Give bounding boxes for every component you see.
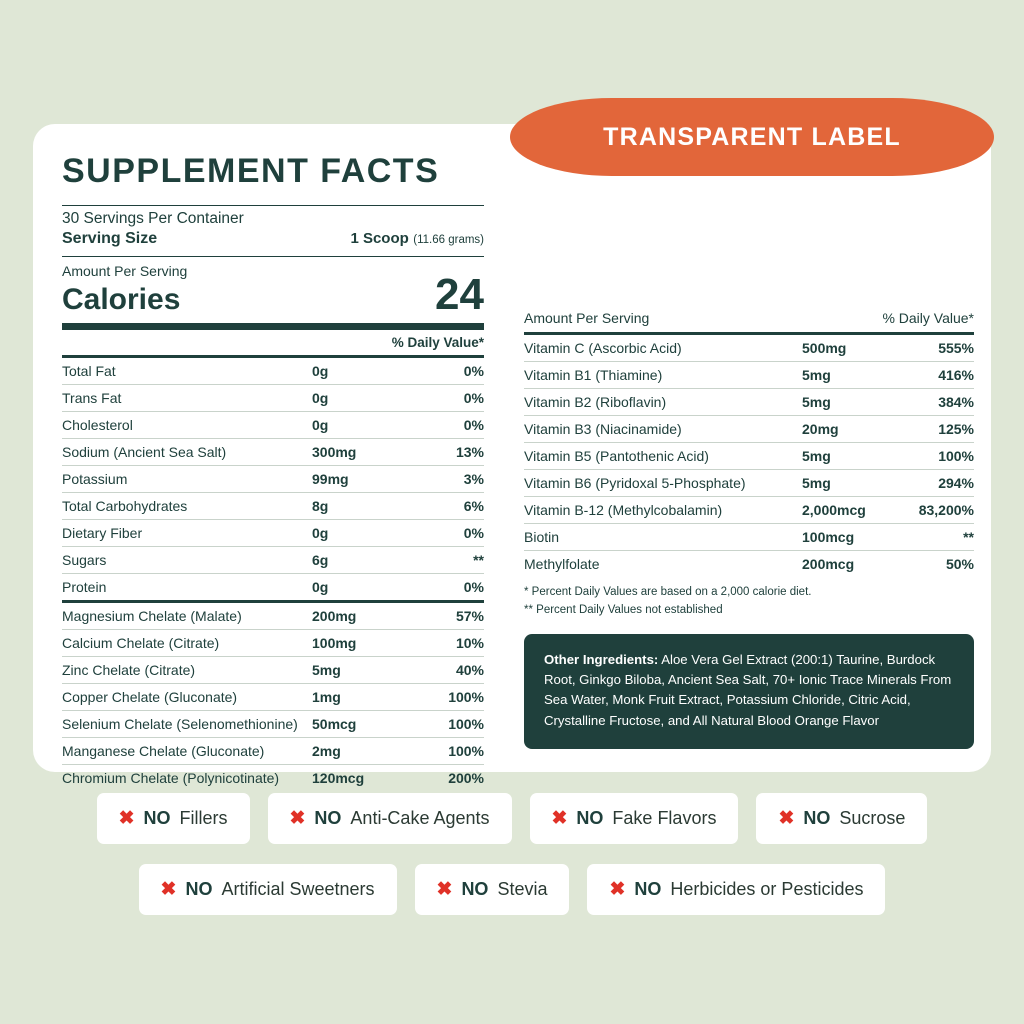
no-claim-chip: [268, 793, 512, 844]
row-name: Vitamin B6 (Pyridoxal 5-Phosphate): [524, 470, 802, 497]
row-amount: 0g: [312, 579, 329, 595]
row-amount: 5mg: [312, 657, 422, 684]
chip-no-word: NO: [803, 808, 831, 828]
table-row: [62, 711, 484, 738]
row-name: Selenium Chelate (Selenomethionine): [62, 711, 312, 738]
row-amount: 1mg: [312, 684, 422, 711]
row-dv: 40%: [422, 657, 484, 684]
row-dv: 6%: [422, 493, 484, 520]
vitamins-table: [524, 335, 974, 577]
row-amount: 0g: [312, 385, 422, 412]
footnote-not-established: ** Percent Daily Values not established: [524, 604, 723, 617]
row-name: Vitamin B3 (Niacinamide): [524, 416, 802, 443]
no-claims-row-1: [0, 793, 1024, 844]
row-name: Manganese Chelate (Gluconate): [62, 738, 312, 765]
row-amount: 5mg: [802, 470, 912, 497]
minerals-table: [62, 603, 484, 791]
row-name: Protein: [62, 579, 107, 595]
row-name: Zinc Chelate (Citrate): [62, 657, 312, 684]
chip-no-word: NO: [143, 808, 171, 828]
table-row: [62, 358, 484, 385]
x-icon: ✖: [609, 879, 626, 900]
row-name: Vitamin B-12 (Methylcobalamin): [524, 497, 802, 524]
row-name: Dietary Fiber: [62, 520, 312, 547]
table-row: [62, 412, 484, 439]
row-amount: 120mcg: [312, 770, 365, 786]
macros-tbody: [62, 358, 484, 600]
row-dv: 100%: [422, 711, 484, 738]
row-name: Vitamin B5 (Pantothenic Acid): [524, 443, 802, 470]
daily-value-header: % Daily Value*: [391, 335, 484, 350]
chip-label: Herbicides or Pesticides: [670, 879, 864, 899]
row-name: Magnesium Chelate (Malate): [62, 603, 312, 630]
row-dv: 100%: [422, 738, 484, 765]
servings-per-container: 30 Servings Per Container: [62, 210, 244, 227]
table-row: [524, 551, 974, 578]
table-row: [524, 416, 974, 443]
right-panel: [524, 310, 974, 749]
row-amount: 300mg: [312, 439, 422, 466]
row-name: Total Carbohydrates: [62, 493, 312, 520]
row-amount: 100mcg: [802, 524, 912, 551]
row-dv: 100%: [422, 684, 484, 711]
row-name: Sugars: [62, 547, 312, 574]
serving-size-value-group: [350, 230, 484, 248]
row-name: Biotin: [524, 524, 802, 551]
row-name: Cholesterol: [62, 412, 312, 439]
divider-serving: [62, 256, 484, 257]
other-ingredients-label: Other Ingredients:: [544, 651, 659, 667]
row-name: Potassium: [62, 466, 312, 493]
daily-value-header-right: % Daily Value*: [882, 310, 974, 326]
chip-label: Artificial Sweetners: [221, 879, 375, 899]
row-name: Calcium Chelate (Citrate): [62, 630, 312, 657]
table-row: [62, 574, 484, 601]
table-row: [524, 443, 974, 470]
row-dv: 0%: [463, 579, 484, 595]
row-amount: 99mg: [312, 466, 422, 493]
row-name: Total Fat: [62, 358, 312, 385]
transparent-label-banner: [510, 98, 994, 176]
row-dv: 0%: [422, 520, 484, 547]
chip-label: Fillers: [179, 808, 228, 828]
chip-label: Sucrose: [839, 808, 906, 828]
chip-label: Stevia: [497, 879, 548, 899]
row-dv: 13%: [422, 439, 484, 466]
chip-no-word: NO: [185, 879, 213, 899]
no-claim-chip: [415, 864, 570, 915]
row-dv: 57%: [422, 603, 484, 630]
row-dv: 83,200%: [912, 497, 974, 524]
calories-label: Calories: [62, 283, 181, 316]
row-amount: 2,000mcg: [802, 497, 912, 524]
row-name: Vitamin B1 (Thiamine): [524, 362, 802, 389]
row-name: Trans Fat: [62, 385, 312, 412]
no-claim-chip: [530, 793, 739, 844]
chip-no-word: NO: [314, 808, 342, 828]
row-name: Copper Chelate (Gluconate): [62, 684, 312, 711]
table-row: [62, 547, 484, 574]
row-dv: 0%: [422, 385, 484, 412]
row-amount: 50mcg: [312, 711, 422, 738]
row-amount: 0g: [312, 520, 422, 547]
row-amount: 500mg: [802, 335, 912, 362]
table-row: [62, 603, 484, 630]
row-name: Sodium (Ancient Sea Salt): [62, 439, 312, 466]
table-row: [62, 520, 484, 547]
no-claim-chip: [756, 793, 927, 844]
serving-size-row: [62, 230, 484, 248]
calories-value: 24: [435, 270, 484, 319]
vitamins-tbody: [524, 335, 974, 577]
row-amount: 0g: [312, 358, 422, 385]
page-title: SUPPLEMENT FACTS: [62, 152, 440, 190]
row-dv: 294%: [912, 470, 974, 497]
row-dv: 100%: [912, 443, 974, 470]
row-amount: 200mcg: [802, 556, 855, 572]
chip-no-word: NO: [634, 879, 662, 899]
row-dv: 50%: [945, 556, 974, 572]
chip-label: Anti-Cake Agents: [350, 808, 490, 828]
row-dv: 416%: [912, 362, 974, 389]
x-icon: ✖: [778, 808, 795, 829]
table-row: [62, 738, 484, 765]
row-amount: 5mg: [802, 362, 912, 389]
table-row: [62, 439, 484, 466]
other-ingredients-box: [524, 634, 974, 750]
row-dv: 384%: [912, 389, 974, 416]
row-dv: 0%: [422, 358, 484, 385]
table-row: [62, 684, 484, 711]
divider-top: [62, 205, 484, 206]
row-dv: **: [912, 524, 974, 551]
amount-per-serving-label: Amount Per Serving: [62, 263, 188, 279]
row-dv: 0%: [422, 412, 484, 439]
row-name: Vitamin C (Ascorbic Acid): [524, 335, 802, 362]
table-row: [524, 389, 974, 416]
row-amount: 5mg: [802, 389, 912, 416]
chip-no-word: NO: [576, 808, 604, 828]
row-dv: 10%: [422, 630, 484, 657]
row-amount: 100mg: [312, 630, 422, 657]
table-row: [62, 385, 484, 412]
row-dv: 200%: [448, 770, 484, 786]
banner-text: TRANSPARENT LABEL: [603, 122, 901, 151]
row-name: Chromium Chelate (Polynicotinate): [62, 770, 280, 786]
table-row: [62, 765, 484, 792]
x-icon: ✖: [436, 879, 453, 900]
no-claim-chip: [139, 864, 397, 915]
table-row: [524, 335, 974, 362]
footnote-daily-values: * Percent Daily Values are based on a 2,000 calorie diet.: [524, 586, 812, 598]
right-panel-header: [524, 310, 974, 332]
table-row: [62, 466, 484, 493]
row-amount: 20mg: [802, 416, 912, 443]
table-row: [524, 524, 974, 551]
other-ingredients-text: Aloe Vera Gel Extract (200:1) Taurine, Burdock Root, Ginkgo Biloba, Ancient Sea Salt, 70+ Ionic Trace Minerals From Sea Water, Monk Fruit Extract, Potassium Chloride, Citric Acid, Crystalline Fructose, and All Natural Blood Orange Flavor: [544, 651, 952, 728]
chip-label: Fake Flavors: [612, 808, 717, 828]
minerals-tbody: [62, 603, 484, 791]
row-amount: 6g: [312, 547, 422, 574]
no-claim-chip: [97, 793, 250, 844]
table-row: [62, 630, 484, 657]
divider-thick: [62, 323, 484, 330]
serving-size-grams: (11.66 grams): [413, 234, 484, 246]
chip-no-word: NO: [461, 879, 489, 899]
row-dv: **: [422, 547, 484, 574]
table-row: [62, 493, 484, 520]
row-dv: 3%: [422, 466, 484, 493]
serving-size-label: Serving Size: [62, 230, 158, 247]
serving-size-value: 1 Scoop: [350, 230, 409, 247]
no-claims-row-2: [0, 864, 1024, 915]
row-amount: 8g: [312, 493, 422, 520]
x-icon: ✖: [289, 808, 306, 829]
table-row: [524, 497, 974, 524]
row-amount: 5mg: [802, 443, 912, 470]
row-dv: 125%: [912, 416, 974, 443]
left-panel: [62, 152, 484, 791]
table-row: [524, 362, 974, 389]
table-row: [62, 657, 484, 684]
row-name: Methylfolate: [524, 556, 600, 572]
row-amount: 0g: [312, 412, 422, 439]
amount-per-serving-label-right: Amount Per Serving: [524, 310, 650, 326]
x-icon: ✖: [160, 879, 177, 900]
row-amount: 200mg: [312, 603, 422, 630]
row-name: Vitamin B2 (Riboflavin): [524, 389, 802, 416]
macros-table: [62, 358, 484, 600]
no-claim-chip: [587, 864, 885, 915]
x-icon: ✖: [118, 808, 135, 829]
table-row: [524, 470, 974, 497]
row-amount: 2mg: [312, 738, 422, 765]
row-dv: 555%: [912, 335, 974, 362]
x-icon: ✖: [551, 808, 568, 829]
